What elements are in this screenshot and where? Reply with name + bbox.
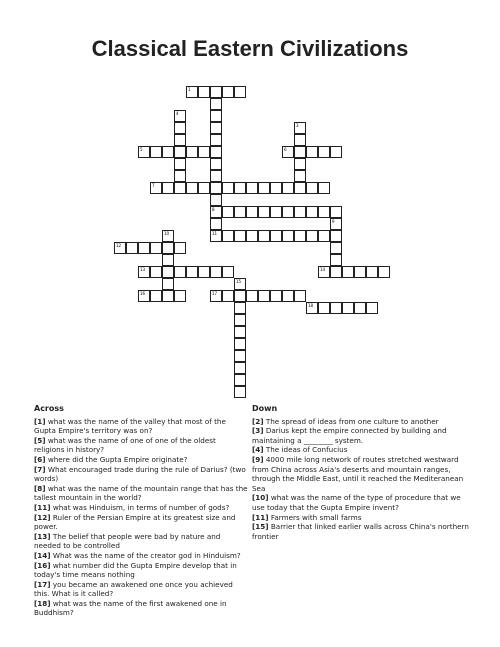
- cell-number: 10: [164, 231, 170, 236]
- grid-cell[interactable]: [138, 266, 150, 278]
- grid-cell[interactable]: [294, 206, 306, 218]
- clue-text: What was the name of the creator god in Hinduism?: [50, 550, 241, 560]
- across-clue: [34, 484, 248, 503]
- grid-cell[interactable]: [234, 302, 246, 314]
- grid-cell[interactable]: [342, 302, 354, 314]
- across-clue: [34, 503, 248, 513]
- grid-cell[interactable]: [318, 206, 330, 218]
- grid-cell[interactable]: [174, 110, 186, 122]
- clue-text: What encouraged trade during the rule of Darius? (two words): [34, 464, 246, 484]
- grid-cell[interactable]: [162, 290, 174, 302]
- grid-cell[interactable]: [270, 182, 282, 194]
- grid-cell[interactable]: [210, 134, 222, 146]
- grid-cell[interactable]: [186, 266, 198, 278]
- grid-cell[interactable]: [342, 266, 354, 278]
- grid-cell[interactable]: [294, 158, 306, 170]
- cell-number: 12: [116, 243, 122, 248]
- across-clue: [34, 417, 248, 436]
- grid-cell[interactable]: [186, 146, 198, 158]
- grid-cell[interactable]: [210, 158, 222, 170]
- grid-cell[interactable]: [270, 230, 282, 242]
- grid-cell[interactable]: [150, 242, 162, 254]
- clue-text: you became an awakened one once you achieved this. What is it called?: [34, 579, 233, 599]
- grid-cell[interactable]: [174, 122, 186, 134]
- grid-cell[interactable]: [330, 230, 342, 242]
- clue-number: [11]: [34, 502, 51, 512]
- clue-text: 4000 mile long network of routes stretched westward from China across Asia's deserts and mountain ranges, through the Middle East, until it reached the Mediteranean Sea: [252, 454, 464, 493]
- down-clue: [252, 426, 474, 445]
- grid-cell[interactable]: [246, 230, 258, 242]
- grid-cell[interactable]: [318, 146, 330, 158]
- cell-number: 18: [308, 303, 314, 308]
- grid-cell[interactable]: [222, 206, 234, 218]
- grid-cell[interactable]: [210, 194, 222, 206]
- grid-cell[interactable]: [306, 146, 318, 158]
- grid-cell[interactable]: [294, 290, 306, 302]
- grid-cell[interactable]: [294, 230, 306, 242]
- grid-cell[interactable]: [210, 146, 222, 158]
- clue-number: [1]: [34, 416, 46, 426]
- grid-cell[interactable]: [210, 170, 222, 182]
- clue-number: [3]: [252, 426, 264, 436]
- clue-number: [8]: [34, 483, 46, 493]
- grid-cell[interactable]: [150, 266, 162, 278]
- cell-number: 15: [236, 279, 242, 284]
- grid-cell[interactable]: [162, 146, 174, 158]
- grid-cell[interactable]: [198, 86, 210, 98]
- grid-cell[interactable]: [174, 182, 186, 194]
- clue-text: what was the name of the type of procedure that we use today that the Gupta Empire invent?: [252, 493, 461, 512]
- cell-number: 3: [296, 123, 299, 128]
- clue-number: [13]: [34, 531, 51, 541]
- across-clue: [34, 532, 248, 551]
- clue-number: [12]: [34, 512, 51, 522]
- grid-cell[interactable]: [258, 182, 270, 194]
- grid-cell[interactable]: [126, 242, 138, 254]
- clue-text: what was Hinduism, in terms of number of gods?: [50, 502, 230, 512]
- cell-number: 11: [212, 231, 218, 236]
- across-clue: [34, 436, 248, 455]
- grid-cell[interactable]: [186, 86, 198, 98]
- across-clues: [34, 404, 248, 618]
- grid-cell[interactable]: [222, 290, 234, 302]
- grid-cell[interactable]: [306, 302, 318, 314]
- grid-cell[interactable]: [210, 86, 222, 98]
- cell-number: 17: [212, 291, 218, 296]
- grid-cell[interactable]: [138, 146, 150, 158]
- grid-cell[interactable]: [222, 182, 234, 194]
- grid-cell[interactable]: [318, 230, 330, 242]
- grid-cell[interactable]: [234, 230, 246, 242]
- grid-cell[interactable]: [270, 206, 282, 218]
- grid-cell[interactable]: [294, 182, 306, 194]
- grid-cell[interactable]: [306, 182, 318, 194]
- clue-number: [17]: [34, 579, 51, 589]
- clue-number: [4]: [252, 445, 264, 455]
- grid-cell[interactable]: [378, 266, 390, 278]
- cell-number: 6: [284, 147, 287, 152]
- cell-number: 8: [212, 207, 215, 212]
- grid-cell[interactable]: [234, 338, 246, 350]
- grid-cell[interactable]: [366, 302, 378, 314]
- clue-number: [7]: [34, 464, 46, 474]
- grid-cell[interactable]: [246, 206, 258, 218]
- grid-cell[interactable]: [174, 158, 186, 170]
- grid-cell[interactable]: [258, 290, 270, 302]
- grid-cell[interactable]: [222, 266, 234, 278]
- grid-cell[interactable]: [162, 254, 174, 266]
- grid-cell[interactable]: [234, 86, 246, 98]
- across-heading: Across: [34, 404, 64, 413]
- clue-text: Ruler of the Persian Empire at its greatest size and power.: [34, 512, 236, 532]
- grid-cell[interactable]: [330, 254, 342, 266]
- cell-number: 13: [140, 267, 146, 272]
- grid-cell[interactable]: [354, 302, 366, 314]
- grid-cell[interactable]: [282, 230, 294, 242]
- down-clue: [252, 522, 474, 541]
- grid-cell[interactable]: [210, 182, 222, 194]
- grid-cell[interactable]: [330, 242, 342, 254]
- across-clue: [34, 513, 248, 532]
- grid-cell[interactable]: [150, 290, 162, 302]
- clue-text: what number did the Gupta Empire develop that in today's time means nothing: [34, 560, 237, 580]
- cell-number: 14: [320, 267, 326, 272]
- grid-cell[interactable]: [174, 242, 186, 254]
- grid-cell[interactable]: [222, 86, 234, 98]
- cell-number: 16: [140, 291, 146, 296]
- clue-number: [16]: [34, 560, 51, 570]
- page-title: Classical Eastern Civilizations: [91, 36, 409, 61]
- grid-cell[interactable]: [330, 146, 342, 158]
- across-clue: [34, 561, 248, 580]
- grid-cell[interactable]: [330, 266, 342, 278]
- grid-cell[interactable]: [282, 206, 294, 218]
- clue-text: Farmers with small farms: [268, 512, 362, 522]
- clue-text: The spread of ideas from one culture to another: [263, 416, 439, 426]
- grid-cell[interactable]: [306, 206, 318, 218]
- grid-cell[interactable]: [294, 146, 306, 158]
- down-clue: [252, 493, 474, 512]
- across-clue: [34, 551, 248, 561]
- grid-cell[interactable]: [210, 266, 222, 278]
- across-clue: [34, 599, 248, 618]
- grid-cell[interactable]: [234, 326, 246, 338]
- grid-cell[interactable]: [198, 182, 210, 194]
- clue-number: [11]: [252, 512, 269, 522]
- clue-number: [5]: [34, 435, 46, 445]
- grid-cell[interactable]: [294, 122, 306, 134]
- grid-cell[interactable]: [246, 182, 258, 194]
- grid-cell[interactable]: [294, 170, 306, 182]
- clue-text: The ideas of Confucius: [263, 445, 348, 455]
- grid-cell[interactable]: [282, 182, 294, 194]
- clue-number: [2]: [252, 416, 264, 426]
- grid-cell[interactable]: [174, 266, 186, 278]
- grid-cell[interactable]: [330, 302, 342, 314]
- grid-cell[interactable]: [210, 122, 222, 134]
- grid-cell[interactable]: [258, 206, 270, 218]
- down-heading: Down: [252, 404, 278, 413]
- grid-cell[interactable]: [246, 290, 258, 302]
- across-clue: [34, 455, 248, 465]
- grid-cell[interactable]: [234, 350, 246, 362]
- cell-number: 5: [140, 147, 143, 152]
- grid-cell[interactable]: [162, 266, 174, 278]
- grid-cell[interactable]: [282, 146, 294, 158]
- grid-cell[interactable]: [366, 266, 378, 278]
- clue-number: [14]: [34, 550, 51, 560]
- clue-number: [15]: [252, 522, 269, 532]
- grid-cell[interactable]: [174, 290, 186, 302]
- grid-cell[interactable]: [270, 290, 282, 302]
- grid-cell[interactable]: [174, 134, 186, 146]
- grid-cell[interactable]: [138, 290, 150, 302]
- down-clue: [252, 513, 474, 523]
- clue-text: Darius kept the empire connected by building and maintaining a ________ system.: [252, 426, 447, 445]
- grid-cell[interactable]: [138, 242, 150, 254]
- grid-cell[interactable]: [330, 206, 342, 218]
- grid-cell[interactable]: [210, 206, 222, 218]
- grid-cell[interactable]: [210, 290, 222, 302]
- grid-cell[interactable]: [258, 230, 270, 242]
- grid-cell[interactable]: [162, 242, 174, 254]
- clue-text: what was the name of one of one of the oldest religions in history?: [34, 435, 216, 455]
- grid-cell[interactable]: [162, 278, 174, 290]
- grid-cell[interactable]: [318, 182, 330, 194]
- cell-number: 9: [332, 219, 335, 224]
- clue-text: The belief that people were bad by nature and needed to be controlled: [34, 531, 221, 551]
- across-clue: [34, 465, 248, 484]
- grid-cell[interactable]: [162, 230, 174, 242]
- grid-cell[interactable]: [174, 170, 186, 182]
- grid-cell[interactable]: [222, 230, 234, 242]
- grid-cell[interactable]: [306, 230, 318, 242]
- grid-cell[interactable]: [294, 134, 306, 146]
- grid-cell[interactable]: [162, 182, 174, 194]
- grid-cell[interactable]: [210, 218, 222, 230]
- down-clue: [252, 455, 474, 493]
- clue-text: Barrier that linked earlier walls across China's northern frontier: [252, 522, 469, 541]
- grid-cell[interactable]: [150, 182, 162, 194]
- down-clue: [252, 445, 474, 455]
- grid-cell[interactable]: [318, 302, 330, 314]
- cell-number: 4: [176, 111, 179, 116]
- grid-cell[interactable]: [234, 362, 246, 374]
- grid-cell[interactable]: [234, 374, 246, 386]
- clue-text: what was the name of the mountain range that has the tallest mountain in the world?: [34, 483, 248, 503]
- grid-cell[interactable]: [150, 146, 162, 158]
- clue-number: [18]: [34, 598, 51, 608]
- grid-cell[interactable]: [210, 110, 222, 122]
- grid-cell[interactable]: [234, 314, 246, 326]
- grid-cell[interactable]: [186, 182, 198, 194]
- grid-cell[interactable]: [210, 98, 222, 110]
- grid-cell[interactable]: [234, 386, 246, 398]
- clue-number: [10]: [252, 493, 269, 503]
- grid-cell[interactable]: [234, 290, 246, 302]
- clue-text: where did the Gupta Empire originate?: [45, 454, 188, 464]
- grid-cell[interactable]: [282, 290, 294, 302]
- cell-number: 7: [152, 183, 155, 188]
- clue-text: what was the name of the valley that most of the Gupta Empire's territory was on?: [34, 416, 226, 436]
- grid-cell[interactable]: [234, 182, 246, 194]
- grid-cell[interactable]: [234, 206, 246, 218]
- grid-cell[interactable]: [318, 266, 330, 278]
- clue-text: what was the name of the first awakened one in Buddhism?: [34, 598, 227, 618]
- down-clues: [252, 404, 474, 541]
- clue-number: [6]: [34, 454, 46, 464]
- grid-cell[interactable]: [174, 146, 186, 158]
- grid-cell[interactable]: [330, 218, 342, 230]
- grid-cell[interactable]: [198, 146, 210, 158]
- cell-number: 1: [188, 87, 191, 92]
- grid-cell[interactable]: [234, 278, 246, 290]
- across-clue: [34, 580, 248, 599]
- grid-cell[interactable]: [354, 266, 366, 278]
- grid-cell[interactable]: [114, 242, 126, 254]
- clue-number: [9]: [252, 454, 264, 464]
- down-clue: [252, 417, 474, 427]
- grid-cell[interactable]: [198, 266, 210, 278]
- grid-cell[interactable]: [210, 230, 222, 242]
